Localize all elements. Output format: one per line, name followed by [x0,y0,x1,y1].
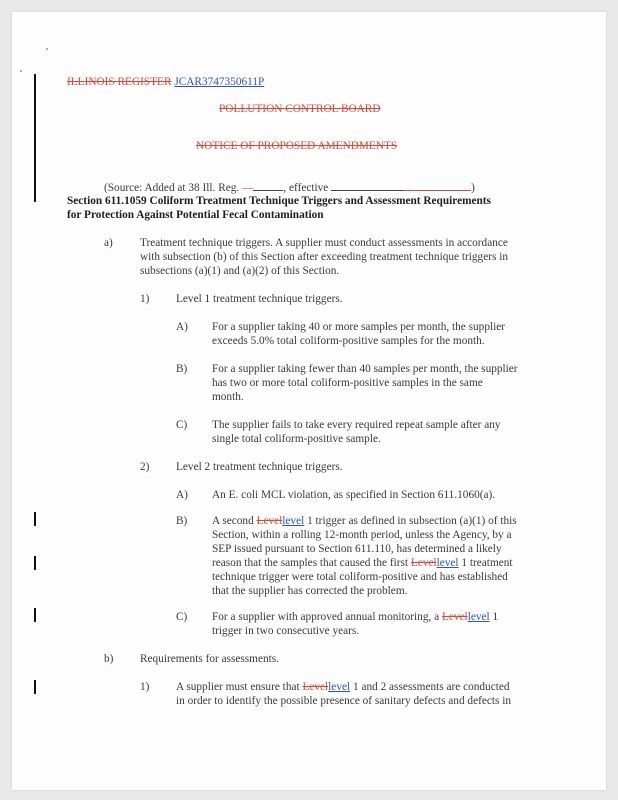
document-page [12,12,606,790]
subsection-a-text: subsections (a)(1) and (a)(2) of this Section. [140,265,340,277]
deleted-word: Level [441,611,468,623]
register-inserted: JCAR3747350611P [174,76,265,88]
paragraph-a1-text: Level 1 treatment technique triggers. [176,293,343,305]
subsection-a-text: with subsection (b) of this Section after exceeding treatment technique triggers in [140,251,508,263]
item-a2C-text: trigger in two consecutive years. [212,625,360,637]
paragraph-b1-label: 1) [140,681,150,693]
revision-bar [34,556,36,570]
register-deleted: ILLINOIS REGISTER [67,76,172,88]
revision-bar [34,512,36,526]
source-line: (Source: Added at 38 Ill. Reg. — , effective ) [104,182,475,194]
notice-title: NOTICE OF PROPOSED AMENDMENTS [196,140,398,152]
deleted-word: Level [256,515,283,527]
item-a1A-text: exceeds 5.0% total coliform-positive samples for the month. [212,335,485,347]
item-a1C-label: C) [176,419,188,431]
scan-speck [20,70,22,72]
item-a2B-text: that the supplier has corrected the problem. [212,585,408,597]
item-a2B-text: Section, within a rolling 12-month period, unless the Agency, by a [212,529,512,541]
item-a2A-text: An E. coli MCL violation, as specified in Section 611.1060(a). [212,489,496,501]
subsection-a-label: a) [104,237,113,249]
effective-blank [331,180,403,191]
scan-speck [46,48,48,50]
subsection-a-text: Treatment technique triggers. A supplier must conduct assessments in accordance [140,237,508,249]
revision-bar [34,74,36,202]
paragraph-a2-label: 2) [140,461,150,473]
inserted-word: level [328,681,351,693]
deleted-word: Level [410,557,437,569]
paragraph-a1-label: 1) [140,293,150,305]
item-a1B-text: month. [212,391,244,403]
section-heading-line2: for Protection Against Potential Fecal Contamination [67,209,324,221]
deleted-word: Level [302,681,329,693]
date-blank [253,180,283,191]
item-a2B-text: reason that the samples that caused the first Levellevel 1 treatment [212,557,513,569]
board-title: POLLUTION CONTROL BOARD [219,103,381,115]
revision-bar [34,608,36,622]
item-a1B-label: B) [176,363,188,375]
item-a1B-text: For a supplier taking fewer than 40 samples per month, the supplier [212,363,518,375]
inserted-word: level [436,557,459,569]
subsection-b-label: b) [104,653,114,665]
item-a1B-text: has two or more total coliform-positive samples in the same [212,377,483,389]
item-a2C-text: For a supplier with approved annual monitoring, a Levellevel 1 [212,611,499,623]
source-deleted-mark: — [242,182,254,194]
item-a2B-label: B) [176,515,188,527]
paragraph-b1-text: in order to identify the possible presence of sanitary defects and defects in [176,695,512,707]
paragraph-a2-text: Level 2 treatment technique triggers. [176,461,343,473]
item-a2C-label: C) [176,611,188,623]
item-a1C-text: The supplier fails to take every required repeat sample after any [212,419,501,431]
item-a1C-text: single total coliform-positive sample. [212,433,381,445]
effective-deleted-blank [403,180,471,191]
inserted-word: level [282,515,305,527]
subsection-b-text: Requirements for assessments. [140,653,279,665]
item-a2A-label: A) [176,489,188,501]
section-heading-line1: Section 611.1059 Coliform Treatment Technique Triggers and Assessment Requirements [67,195,491,207]
revision-bar [34,680,36,694]
item-a2B-text: technique trigger were total coliform-positive and has established [212,571,508,583]
item-a1A-text: For a supplier taking 40 or more samples per month, the supplier [212,321,506,333]
item-a1A-label: A) [176,321,188,333]
item-a2B-text: A second Levellevel 1 trigger as defined in subsection (a)(1) of this [212,515,517,527]
register-line [67,75,264,89]
item-a2B-text: SEP issued pursuant to Section 611.110, has determined a likely [212,543,502,555]
inserted-word: level [467,611,490,623]
paragraph-b1-text: A supplier must ensure that Levellevel 1 and 2 assessments are conducted [176,681,510,693]
